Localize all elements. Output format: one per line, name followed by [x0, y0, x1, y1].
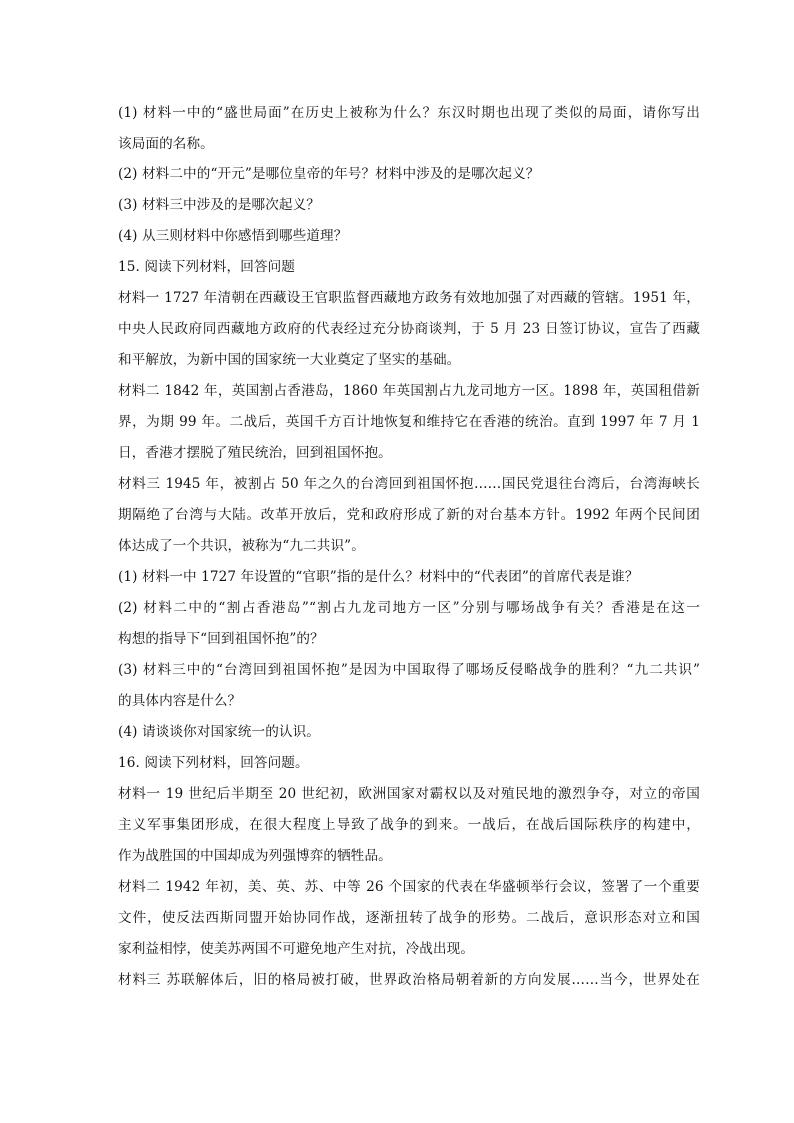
- question-heading: 15. 阅读下列材料，回答问题: [118, 259, 295, 275]
- text-line: 材料三 1945 年，被割占 50 年之久的台湾回到祖国怀抱……国民党退往台湾后，台湾海峡长: [118, 476, 700, 492]
- text-line: 构想的指导下“回到祖国怀抱”的？: [118, 631, 324, 647]
- text-line: 体达成了一个共识，被称为“九二共识”。: [118, 538, 365, 554]
- text-line: 家利益相悖，使美苏两国不可避免地产生对抗，冷战出现。: [118, 941, 475, 957]
- text-line: 材料一 1727 年清朝在西藏设王官职监督西藏地方政务有效地加强了对西藏的管辖。1951 年，: [118, 290, 700, 306]
- text-line: 和平解放，为新中国的国家统一大业奠定了坚实的基础。: [118, 352, 461, 368]
- text-line: 界，为期 99 年。二战后，英国千方百计地恢复和维持它在香港的统治。直到 1997 年 7 月 1: [118, 414, 700, 430]
- text-line: 材料一 19 世纪后半期至 20 世纪初，欧洲国家对霸权以及对殖民地的激烈争夺，对立的帝国: [118, 786, 700, 802]
- text-line: 材料二 1942 年初，美、英、苏、中等 26 个国家的代表在华盛顿举行会议，签署了一个重要: [118, 879, 700, 895]
- text-line: 期隔绝了台湾与大陆。改革开放后，党和政府形成了新的对台基本方针。1992 年两个民间团: [118, 507, 700, 523]
- text-line: 材料二 1842 年，英国割占香港岛，1860 年英国割占九龙司地方一区。1898 年，英国租借新: [118, 383, 700, 399]
- text-line: 材料三 苏联解体后，旧的格局被打破，世界政治格局朝着新的方向发展……当今，世界处在: [118, 972, 700, 988]
- text-line: 中央人民政府同西藏地方政府的代表经过充分协商谈判，于 5 月 23 日签订协议，宣告了西藏: [118, 321, 700, 337]
- text-line: (4) 请谈谈你对国家统一的认识。: [118, 724, 320, 740]
- text-line: (1) 材料一中 1727 年设置的“官职”指的是什么？材料中的“代表团”的首席代表是谁？: [118, 569, 639, 585]
- text-line: 该局面的名称。: [118, 136, 214, 152]
- text-line: (3) 材料三中涉及的是哪次起义？: [118, 197, 320, 213]
- text-line: 的具体内容是什么？: [118, 693, 242, 709]
- question-heading: 16. 阅读下列材料，回答问题。: [118, 755, 309, 771]
- text-line: (3) 材料三中的“台湾回到祖国怀抱”是因为中国取得了哪场反侵略战争的胜利？“九二共识”: [118, 662, 700, 678]
- text-line: 日，香港才摆脱了殖民统治，回到祖国怀抱。: [118, 445, 392, 461]
- text-line: (2) 材料二中的“开元”是哪位皇帝的年号？材料中涉及的是哪次起义？: [118, 166, 540, 182]
- text-line: (1) 材料一中的“盛世局面”在历史上被称为什么？东汉时期也出现了类似的局面，请你写出: [118, 105, 700, 121]
- text-line: 作为战胜国的中国却成为列强博弈的牺牲品。: [118, 848, 392, 864]
- text-line: 文件，使反法西斯同盟开始协同作战，逐渐扭转了战争的形势。二战后，意识形态对立和国: [118, 910, 700, 926]
- text-line: (4) 从三则材料中你感悟到哪些道理？: [118, 228, 348, 244]
- text-line: (2) 材料二中的“割占香港岛”“割占九龙司地方一区”分别与哪场战争有关？香港是在这一: [118, 600, 700, 616]
- text-line: 主义军事集团形成，在很大程度上导致了战争的到来。一战后，在战后国际秩序的构建中，: [118, 817, 700, 833]
